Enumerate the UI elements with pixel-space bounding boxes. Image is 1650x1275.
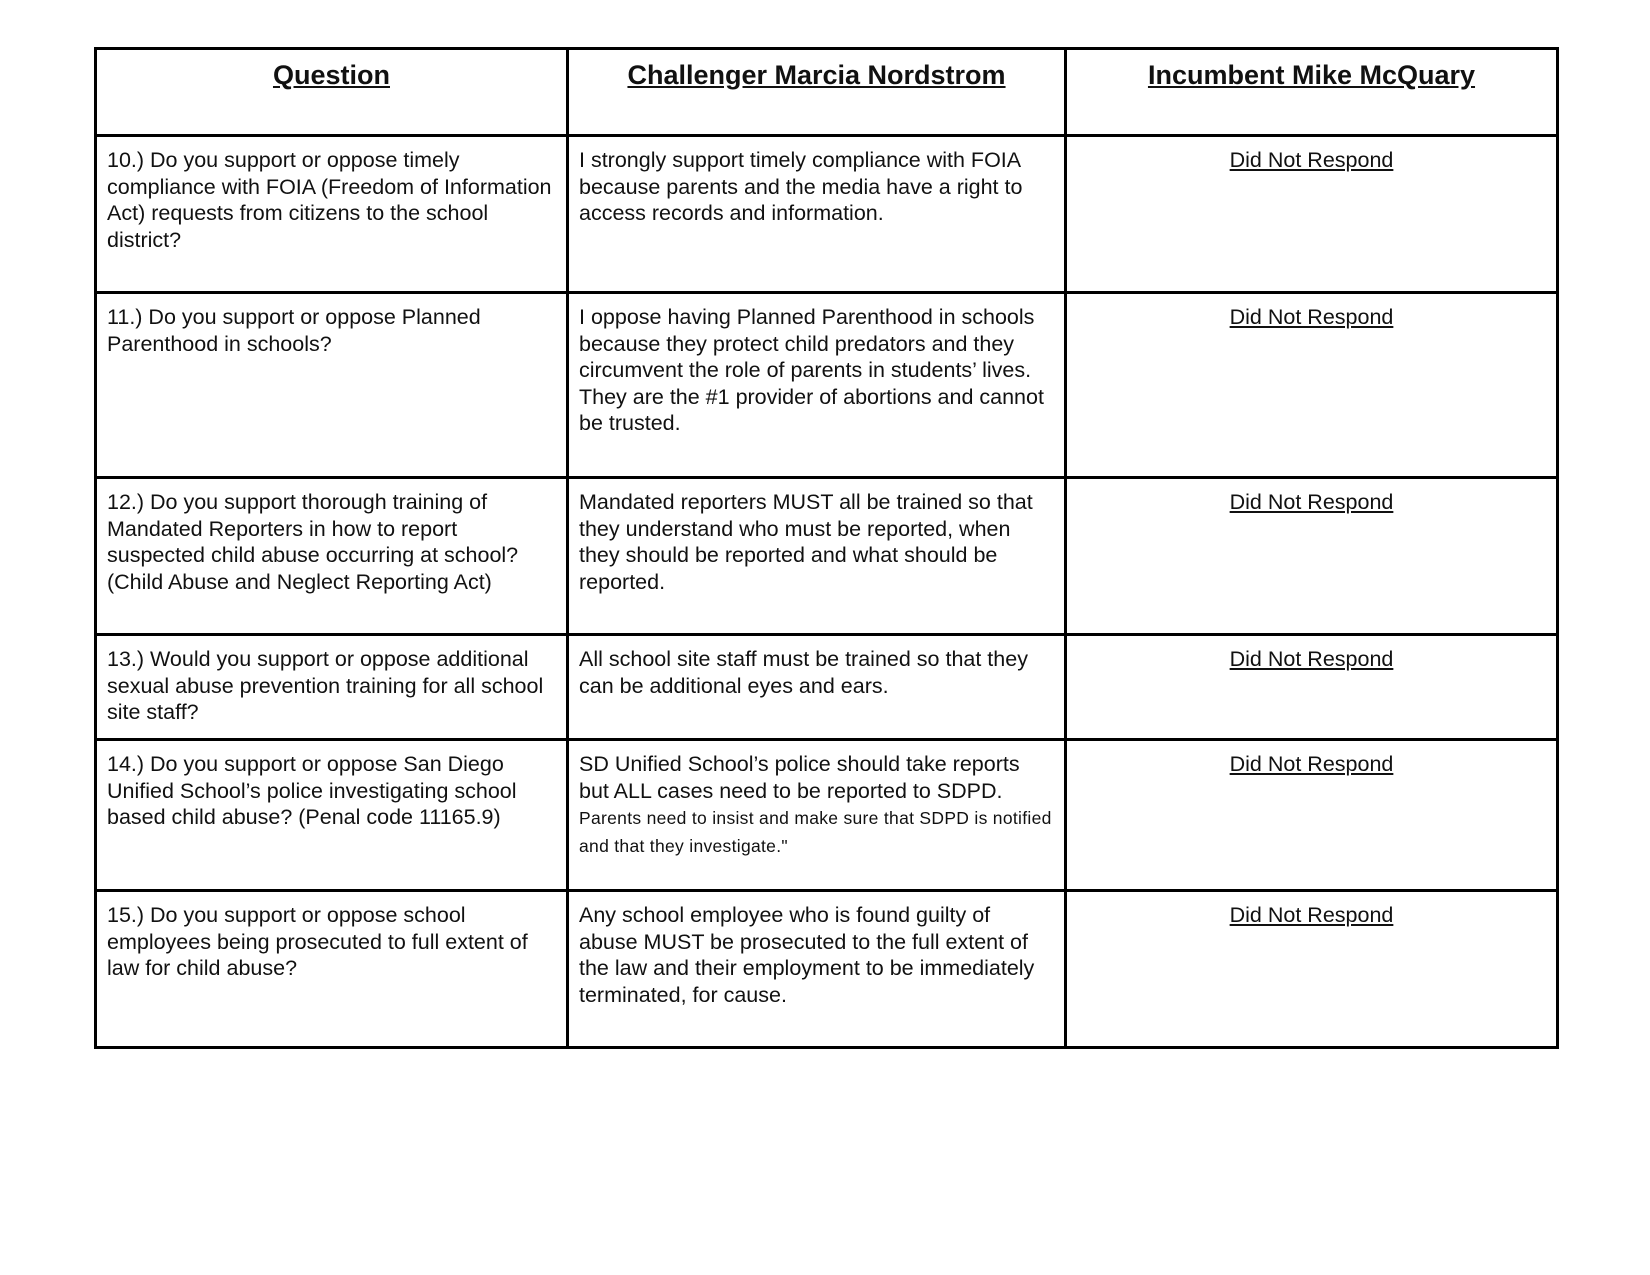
header-challenger: Challenger Marcia Nordstrom <box>568 49 1066 136</box>
challenger-answer: I strongly support timely compliance with FOIA because parents and the media have a right to access records and information. <box>568 136 1066 293</box>
challenger-answer <box>568 740 1066 891</box>
table-row <box>96 136 1558 293</box>
challenger-answer-note: Parents need to insist and make sure that SDPD is notified and that they investigate." <box>579 808 1052 856</box>
table-row <box>96 478 1558 635</box>
incumbent-answer: Did Not Respond <box>1066 891 1558 1048</box>
question-cell: 12.) Do you support thorough training of Mandated Reporters in how to report suspected child abuse occurring at school? (Child Abuse and Neglect Reporting Act) <box>96 478 568 635</box>
questionnaire-table <box>94 47 1559 1049</box>
challenger-answer: Mandated reporters MUST all be trained so that they understand who must be reported, when they should be reported and what should be reported. <box>568 478 1066 635</box>
table-row <box>96 293 1558 478</box>
question-cell: 10.) Do you support or oppose timely compliance with FOIA (Freedom of Information Act) requests from citizens to the school district? <box>96 136 568 293</box>
challenger-answer: Any school employee who is found guilty of abuse MUST be prosecuted to the full extent of the law and their employment to be immediately terminated, for cause. <box>568 891 1066 1048</box>
question-cell: 13.) Would you support or oppose additional sexual abuse prevention training for all school site staff? <box>96 635 568 740</box>
question-cell: 15.) Do you support or oppose school employees being prosecuted to full extent of law for child abuse? <box>96 891 568 1048</box>
challenger-answer: I oppose having Planned Parenthood in schools because they protect child predators and they circumvent the role of parents in students’ lives. They are the #1 provider of abortions and cannot be trusted. <box>568 293 1066 478</box>
question-cell: 11.) Do you support or oppose Planned Parenthood in schools? <box>96 293 568 478</box>
incumbent-answer: Did Not Respond <box>1066 478 1558 635</box>
incumbent-answer: Did Not Respond <box>1066 293 1558 478</box>
table-row <box>96 891 1558 1048</box>
header-row <box>96 49 1558 136</box>
table-row <box>96 740 1558 891</box>
challenger-answer: All school site staff must be trained so that they can be additional eyes and ears. <box>568 635 1066 740</box>
question-cell: 14.) Do you support or oppose San Diego Unified School’s police investigating school based child abuse? (Penal code 11165.9) <box>96 740 568 891</box>
header-question: Question <box>96 49 568 136</box>
incumbent-answer: Did Not Respond <box>1066 635 1558 740</box>
incumbent-answer: Did Not Respond <box>1066 136 1558 293</box>
header-incumbent: Incumbent Mike McQuary <box>1066 49 1558 136</box>
challenger-answer-main: SD Unified School’s police should take reports but ALL cases need to be reported to SDPD. <box>579 752 1020 803</box>
incumbent-answer: Did Not Respond <box>1066 740 1558 891</box>
table-row <box>96 635 1558 740</box>
